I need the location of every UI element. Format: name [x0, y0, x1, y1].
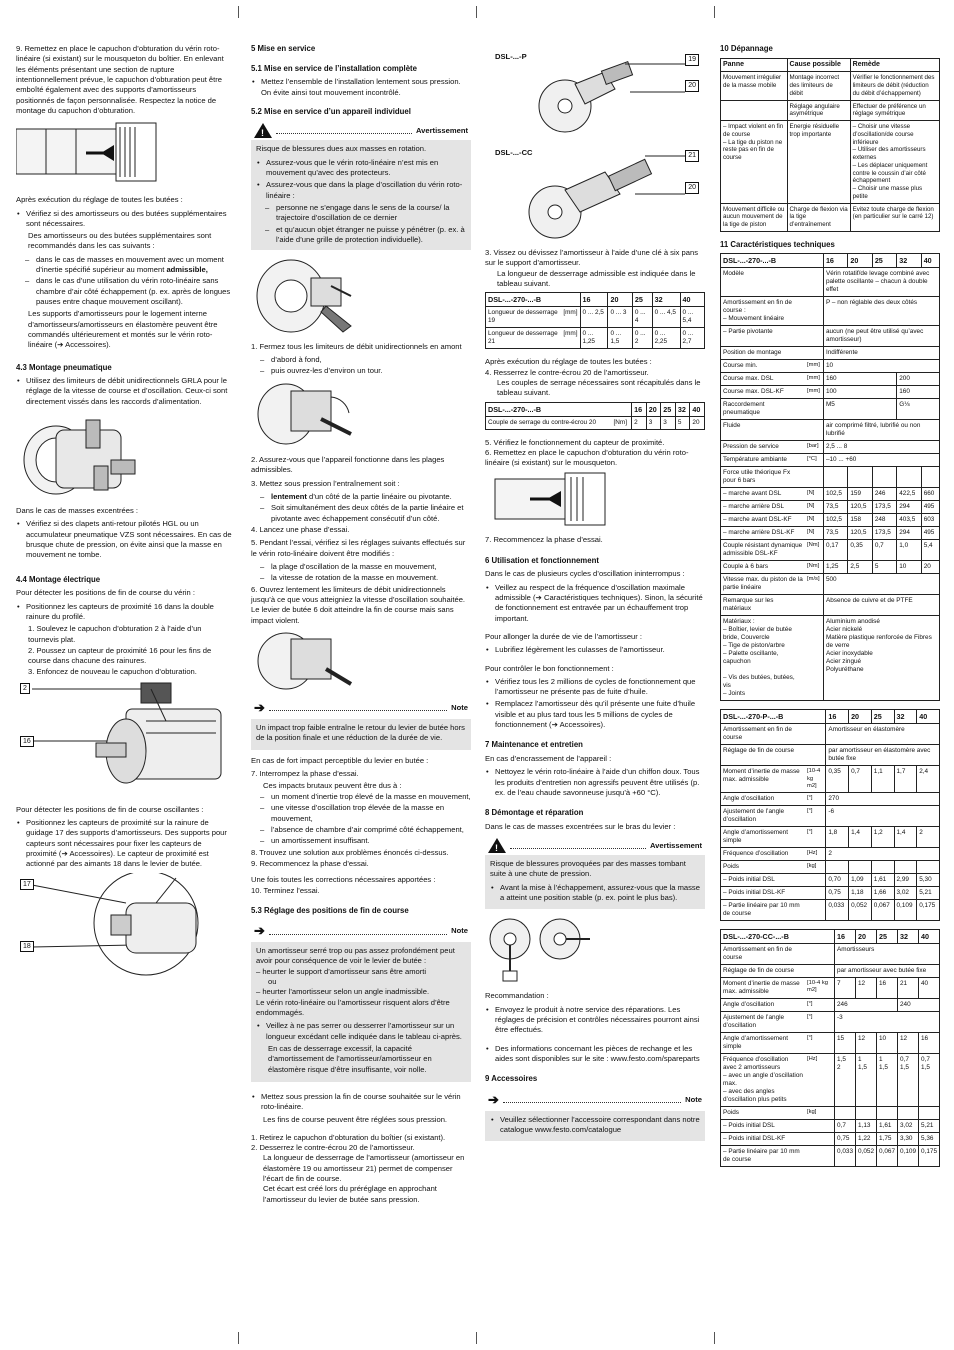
cap-mounting-illustration — [16, 119, 186, 189]
magnet-sensor-illustration — [16, 873, 234, 983]
note2-d2: – heurter l’amortisseur selon un angle inadmissible. — [256, 987, 430, 997]
bullet-6c1: • Vérifiez tous les 2 millions de cycles de fonctionnement que l’amortisseur ne présente pas de fuite d’huile. — [485, 677, 705, 698]
adjust-step-1: 1. Retirez le capuchon d’obturation du boîtier (si existant). — [251, 1132, 446, 1142]
p-6: Dans le cas de plusieurs cycles d’oscillation ininterrompus : — [485, 569, 685, 579]
table-technical-data — [720, 253, 940, 701]
step-1-dash-1: – d’abord à fond, — [251, 355, 471, 365]
figure-dsl-p — [485, 44, 705, 136]
figure-rotating-hazard — [251, 256, 471, 336]
step-4-4-3: 3. Enfoncez de nouveau le capuchon d’obturation. — [28, 667, 197, 677]
step-5-dash-2: – la vitesse de rotation de la masse en mouvement. — [251, 573, 471, 583]
heading-8: 8 Démontage et réparation — [485, 808, 584, 818]
table-row: Matériaux : – Boîtier, levier de butée bride, Couvercle – Tige de piston/arbre – Palette oscillante, capuchon – Vis des butées, butées, vis – Joints Aluminium anodisé Acier nickelé Matière plastique renforcée de Fibres de verre Acier inoxydable Acier zingué Polyuréthane — [721, 616, 940, 701]
step-7-dash-2: – une vitesse d’oscillation trop élevée de la masse en mouvement, — [251, 803, 471, 824]
figure-cap-replace — [485, 471, 705, 529]
callout-2: 2 — [20, 683, 30, 695]
warning-header — [251, 121, 471, 140]
table-row: – marche arrière DSL [N] 73,5 120,5 173,5 294 495 — [721, 501, 940, 514]
warning-dash-1: – personne ne s’engage dans le sens de la course/ la trajectoire d’oscillation de ce dernier — [256, 203, 466, 224]
warning-box-falling — [485, 836, 705, 909]
table-row: Vitesse max. du piston de la partie linéaire [m/s] 500 — [721, 574, 940, 595]
heading-5-1: 5.1 Mise en service de l’installation complète — [251, 63, 417, 73]
p-7: En cas d’encrassement de l’appareil : — [485, 754, 612, 763]
step-4-text-b: Les couples de serrage nécessaires sont récapitulés dans le tableau suivant. — [497, 377, 701, 398]
adjust-step-2c: Cet écart est créé lors du préréglage en approchant l’amortisseur du levier de butée sans pression. — [263, 1184, 437, 1204]
callout-21: 21 — [685, 150, 699, 162]
warning-box-rotating — [251, 121, 471, 250]
table-row: – Poids initial DSL 0,7 1,13 1,61 3,02 5,21 — [721, 1120, 940, 1133]
table-row: Amortissement en fin de course : – Mouvement linéaire P – non réglable des deux côtés — [721, 297, 940, 326]
note2-ou: ou — [268, 977, 277, 987]
table-row: Pression de service [bar] 2,5 ... 8 — [721, 441, 940, 454]
step-7-dash-1: – un moment d’inertie trop élevé de la masse en mouvement, — [251, 792, 471, 802]
step-2: 2. Assurez-vous que l’appareil fonctionne dans les plages admissibles. — [251, 455, 445, 475]
after-dash-1: – dans le cas de masses en mouvement avec un moment d’inertie spécifié supérieur au moment admissible, — [16, 255, 234, 276]
flow-valve-adjust-illustration — [251, 379, 361, 449]
step-6-text: 6. Remettez en place le capuchon d’obturation du vérin roto-linéaire (si existant) sur le mousqueton. — [485, 447, 689, 468]
callout-16: 16 — [20, 736, 34, 748]
osc-bullet: • Positionnez les capteurs de proximité sur la rainure de guidage 17 des supports d’amortisseurs. Des supports pour capteurs sont nécessaires pour fixer les capteurs de proximité (➔ Accessoires). Le capteur de proximité est actionné par des aimants 18 dans le levier de butée. — [16, 818, 234, 870]
heading-9: 9 Accessoires — [485, 1074, 538, 1084]
crop-mark — [476, 1332, 477, 1344]
arrow-right-icon: ➔ — [254, 699, 265, 715]
column-2 — [251, 44, 471, 1208]
table-row: Modèle Vérin rotatif/de levage combiné avec palette oscillante – chacun à double effet — [721, 268, 940, 297]
table-row: Fréquence d’oscillation [Hz] 2 — [721, 848, 940, 861]
rotating-hazard-illustration — [251, 256, 361, 336]
recommendation-bullet: • Envoyez le produit à notre service des réparations. Les réglages de précision et contrôles nécessaires pourront ainsi être effectués. — [485, 1005, 705, 1036]
table-row: Ajustement de l’angle d’oscillation [°] -6 — [721, 806, 940, 827]
callout-17: 17 — [20, 879, 34, 891]
step-5-dash-1: – la plage d’oscillation de la masse en mouvement, — [251, 562, 471, 572]
figure-cap-mounting — [16, 119, 234, 189]
step-1: 1. Fermez tous les limiteurs de débit unidirectionnels en amont — [251, 342, 462, 352]
column-1 — [16, 44, 234, 989]
step-3: 3. Mettez sous pression l’entraînement soit : — [251, 478, 400, 488]
table-row: Longueur de desserrage 21 [mm] 0 ... 1,25 0 ... 1,5 0 ... 2 0 ... 2,25 0 ... 2,7 — [486, 328, 705, 349]
step-5-text: 5. Vérifiez le fonctionnement du capteur de proximité. — [485, 437, 665, 447]
step-7-text: 7. Recommencez la phase d’essai. — [485, 535, 603, 545]
note-header-3 — [485, 1089, 705, 1111]
table-row: – marche arrière DSL-KF [N] 73,5 120,5 173,5 294 495 — [721, 527, 940, 540]
table-row: Angle d’oscillation [°] 270 — [721, 793, 940, 806]
after-bullet: • Vérifiez si des amortisseurs ou des butées supplémentaires sont nécessaires. — [16, 209, 234, 230]
note2-bullet: • Veillez à ne pas serrer ou desserrer l’amortisseur sur un longueur excédant celle indiquée dans le tableau ci-après. — [256, 1021, 466, 1042]
adjust-step-2b: La longueur de desserrage de l’amortisseur (amortisseur en élastomère 19 ou amortisseur 21) permet de compenser l’écart de fin de course. — [263, 1153, 465, 1184]
callout-18: 18 — [20, 941, 34, 953]
table-row: – marche avant DSL-KF [N] 102,5 158 248 403,5 603 — [721, 514, 940, 527]
note-header-2 — [251, 920, 471, 942]
arrow-right-icon: ➔ — [488, 1091, 499, 1107]
after-dash-2: – dans le cas d’une utilisation du vérin roto-linéaire sans chambre d’air côté échappement (p. ex. après de longues pauses entre chaque mouvement oscillant). — [16, 276, 234, 307]
table-row: Course min. [mm] 10 — [721, 360, 940, 373]
callout-19: 19 — [685, 54, 699, 66]
table-row: – Poids initial DSL-KF 0,75 1,18 1,66 3,02 5,21 — [721, 887, 940, 900]
step-3-dash-2: – Soit simultanément des deux côtés de la partie linéaire et pivotante avec échappement consécutif d’un côté. — [251, 503, 471, 524]
note-bullet-accessories: • Veuillez sélectionner l’accessoire correspondant dans notre catalogue www.festo.com/catalogue — [490, 1115, 700, 1136]
heading-6: 6 Utilisation et fonctionnement — [485, 555, 599, 565]
table-row: Réglage de fin de course par amortisseur en élastomère avec butée fixe — [721, 745, 940, 766]
adjust-step-2: 2. Desserrez le contre-écrou 20 de l’amortisseur. — [251, 1143, 415, 1153]
note-label: Note — [451, 702, 468, 712]
hard-impact-intro: En cas de fort impact perceptible du levier en butée : — [251, 756, 429, 766]
table-torque — [485, 402, 705, 430]
table-row: Mouvement irrégulier de la masse mobile Montage incorrect des limiteurs de débit Vérifier le fonctionnement des limiteurs de débit (réduction du débit d’échappement) — [721, 72, 940, 100]
figure-flow-valve-adjust — [251, 379, 471, 449]
note-label-3: Note — [685, 1094, 702, 1104]
note-box-impact — [251, 697, 471, 750]
note-box-damper — [251, 920, 471, 1081]
figure-magnet-sensor — [16, 873, 234, 983]
figure-oscillation-test — [251, 629, 471, 691]
p-4-4: Pour détecter les positions de fin de course du vérin : — [16, 588, 195, 598]
table-technical-data-p — [720, 709, 940, 921]
table-row: Couple à 6 bars [Nm] 1,25 2,5 5 10 20 — [721, 561, 940, 574]
step-9: 9. Remettez en place le capuchon d’obturation du vérin roto-linéaire (si existant) sur le mousqueton du boîtier. En enlevant les éléments présentant une section de rupture intentionnellement prévue, le capuchon d’obturation peut être emboîté également avec des supports d’amortisseurs positionnés de façon personnalisée. Respectez la notice de montage du capuchon d’obturation. — [16, 44, 224, 115]
figure-dsl-cc — [485, 142, 705, 242]
oscillation-test-illustration — [251, 629, 361, 691]
p-8: Dans le cas de masses excentrées sur le bras du levier : — [485, 821, 676, 831]
bullet-7: • Nettoyez le vérin roto-linéaire à l’aide d’un chiffon doux. Tous les produits d’entretien non agressifs peuvent être utilisés (p. ex. de l’eau chaude savonneuse jusqu’à +60 °C). — [485, 767, 705, 798]
warning-text: Risque de blessures dues aux masses en rotation. — [256, 144, 427, 154]
bullet-4-3: • Utilisez des limiteurs de débit unidirectionnels GRLA pour le réglage de la vitesse de course et d’oscillation. Ceux-ci sont directement vissés dans les raccords d’alimentation. — [16, 376, 234, 407]
step-3-text-b: La longueur de desserrage admissible est indiquée dans le tableau suivant. — [497, 268, 696, 288]
sensor-mounting-illustration — [16, 681, 234, 799]
table-header-row: DSL-...-270-CC-...-B 16 20 25 32 40 — [721, 930, 940, 944]
heading-7: 7 Maintenance et entretien — [485, 740, 583, 750]
column-3 — [485, 44, 705, 1147]
figure-sensor-mounting — [16, 681, 234, 799]
table-row: Amortissement en fin de course Amortisseurs — [721, 944, 940, 965]
table-technical-data-cc — [720, 929, 940, 1167]
bullet-5-3: • Mettez sous pression la fin de course souhaitée sur le vérin roto-linéaire. — [251, 1092, 471, 1113]
step-7-dash-4: – un amortissement insuffisant. — [251, 836, 471, 846]
table-row: Fluide air comprimé filtré, lubrifié ou non lubrifié — [721, 420, 940, 441]
table-row: Course max. DSL-KF [mm] 100 160 — [721, 386, 940, 399]
table-header-row: Panne Cause possible Remède — [721, 58, 940, 72]
table-row: – Partie pivotante aucun (ne peut être utilisé qu’avec amortisseur) — [721, 326, 940, 347]
step-7-p: Ces impacts brutaux peuvent être dus à : — [263, 780, 402, 790]
note-text: Un impact trop faible entraîne le retour du levier de butée hors de la position finale et une réduction de la durée de vie. — [256, 722, 465, 742]
step-4-4-1: 1. Soulevez le capuchon d’obturation 2 à l’aide d’un tournevis plat. — [28, 624, 202, 644]
crop-mark — [238, 1332, 239, 1344]
p-6c: Pour contrôler le bon fonctionnement : — [485, 663, 614, 673]
note2-b2: En cas de desserrage excessif, la capacité d’amortissement de l’amortisseur/amortisseur en élastomère risque d’être insuffisante, voir nolle. — [268, 1043, 432, 1074]
step-4: 4. Lancez une phase d’essai. — [251, 525, 350, 535]
table-row: Raccordement pneumatique M5 G⅛ — [721, 399, 940, 420]
warning-bullet-1: • Assurez-vous que le vérin roto-linéaire n’est mis en mouvement qu’avec des protecteurs. — [256, 158, 466, 179]
table-row: Moment d’inertie de masse max. admissible [10-4 kg m2] 7 12 16 21 40 — [721, 978, 940, 999]
note2-p2: Le vérin roto-linéaire ou l’amortisseur risquent alors d’être endommagés. — [256, 997, 450, 1018]
heading-5-3: 5.3 Réglage des positions de fin de course — [251, 905, 409, 915]
table-row: Réglage de fin de course par amortisseur avec butée fixe — [721, 965, 940, 978]
bullet-5-1: • Mettez l’ensemble de l’installation lentement sous pression. On évite ainsi tout mouvement incontrôlé. — [251, 77, 471, 98]
bullet-4-4: • Positionnez les capteurs de proximité 16 dans la double rainure du profilé. — [16, 602, 234, 623]
table-row: Angle d’oscillation [°] 246 240 — [721, 999, 940, 1012]
table-row: Fréquence d’oscillation avec 2 amortisseurs – avec un angle d’oscillation max. – avec des angles d’oscillation plus petits [Hz] 1,5 2 1 1,5 1 1,5 0,7 1,5 0,7 1,5 — [721, 1054, 940, 1107]
column-4 — [720, 44, 940, 1175]
warning-icon: ! — [254, 123, 272, 138]
table-row: Longueur de desserrage 19 [mm] 0 ... 2,5 0 ... 3 0 ... 4 0 ... 4,5 0 ... 5,4 — [486, 307, 705, 328]
heading-11: 11 Caractéristiques techniques — [720, 239, 835, 249]
heading-4-3: 4.3 Montage pneumatique — [16, 362, 112, 372]
cap-replace-illustration — [485, 471, 635, 529]
step-6: 6. Ouvrez lentement les limiteurs de débit unidirectionnels jusqu’à ce que vous atteigniez la vitesse d’oscillation souhaitée. Le levier de butée 6 doit atteindre la fin de course mais sans impact violent. — [251, 584, 466, 625]
step-7: 7. Interrompez la phase d’essai. — [251, 769, 359, 779]
warning-header-3 — [485, 836, 705, 855]
heading-4-4: 4.4 Montage électrique — [16, 574, 101, 584]
crop-mark — [238, 6, 239, 18]
table-header-row: DSL-...-270-...-B 16 20 25 32 40 — [721, 254, 940, 268]
heading-10: 10 Dépannage — [720, 44, 773, 53]
recommendation: Recommandation : — [485, 991, 549, 1001]
warning-icon: ! — [488, 838, 506, 853]
excentric-intro: Dans le cas de masses excentrées : — [16, 506, 138, 516]
step-7-dash-3: – l’absence de chambre d’air comprimé côté échappement, — [251, 825, 471, 835]
step-3-dash-1: – lentement d’un côté de la partie linéaire ou pivotante. — [251, 492, 471, 502]
callout-20: 20 — [685, 80, 699, 92]
step-1-dash-2: – puis ouvrez-les d’environ un tour. — [251, 366, 471, 376]
step-8: 8. Trouvez une solution aux problèmes énoncés ci-dessus. — [251, 847, 449, 857]
heading-5: 5 Mise en service — [251, 44, 316, 53]
table-row: Angle d’amortissement simple [°] 1,8 1,4 1,2 1,4 2 — [721, 827, 940, 848]
bullet-6b: • Lubrifiez légèrement les culasses de l’amortisseur. — [485, 645, 705, 655]
table-row: Réglage angulaire asymétrique Effectuer de préférence un réglage symétrique — [721, 100, 940, 121]
warning-bullet-2: • Assurez-vous que dans la plage d’oscillation du vérin roto-linéaire : — [256, 180, 466, 201]
flow-valve-illustration — [16, 410, 156, 500]
figure-pneumatic — [16, 410, 234, 500]
table-row: Température ambiante [°C] –10 ... +60 — [721, 454, 940, 467]
table-loosen-length — [485, 292, 705, 349]
table-row: Course max. DSL [mm] 160 200 — [721, 373, 940, 386]
figure-stable-position — [485, 915, 705, 985]
crop-mark — [714, 6, 715, 18]
table-row: – Partie linéaire par 10 mm de course 0,033 0,052 0,067 0,109 0,175 — [721, 1146, 940, 1167]
table-header-row: DSL-...-270-P-...-B 16 20 25 32 40 — [721, 710, 940, 724]
table-row: Poids [kg] — [721, 861, 940, 874]
table-row: Couple de serrage du contre-écrou 20 [Nm] 2 3 3 5 20 — [486, 416, 705, 429]
warning-text-3: Risque de blessures provoquées par des masses tombant suite à une chute de pression. — [490, 859, 686, 879]
stable-position-illustration — [485, 915, 595, 985]
warning-label-3: Avertissement — [649, 840, 702, 850]
warning-label: Avertissement — [415, 125, 468, 135]
fig-label-dsl-cc: DSL-...-CC — [495, 148, 533, 157]
table-troubleshooting — [720, 58, 940, 232]
table-row: Amortissement en fin de course Amortisseur en élastomère — [721, 724, 940, 745]
step-4-text: 4. Resserrez le contre-écrou 20 de l’amortisseur. — [485, 367, 649, 377]
table-row: Couple résistant dynamique admissible DSL-KF [Nm] 0,17 0,35 0,7 1,0 5,4 — [721, 540, 940, 561]
osc-intro: Pour détecter les positions de fin de course oscillantes : — [16, 804, 204, 814]
table-row: Mouvement difficile ou aucun mouvement de la tige de piston Charge de flexion via la tige d’entraînement Evitez toute charge de flexion (en particulier sur le carré 12) — [721, 203, 940, 231]
table-row: Position de montage Indifférente — [721, 347, 940, 360]
table-header-row: DSL-...-270-...-B 16 20 25 32 40 — [486, 293, 705, 307]
step-5: 5. Pendant l’essai, vérifiez si les réglages suivants effectués sur le vérin roto-linéaire doivent être modifiés : — [251, 538, 466, 558]
table-row: – marche avant DSL [N] 102,5 159 246 422,5 660 — [721, 488, 940, 501]
warning-dash-2: – et qu’aucun objet étranger ne puisse y pénétrer (p. ex. à l’aide d’une grille de protection individuelle). — [256, 225, 466, 246]
step-10: 10. Terminez l’essai. — [251, 885, 320, 895]
crop-mark — [714, 1332, 715, 1344]
p-6b: Pour allonger la durée de vie de l’amortisseur : — [485, 631, 643, 641]
info-bullet: • Des informations concernant les pièces de rechange et les aides sont disponibles sur le site : www.festo.com/spareparts — [485, 1044, 705, 1065]
note2-p1: Un amortisseur serré trop ou pas assez profondément peut avoir pour conséquence de voir le levier de butée : — [256, 946, 455, 966]
bullet-6c2: • Remplacez l’amortisseur dès qu’il présente une fuite d’huile visible et au plus tard tous les 5 millions de cycles de fonctionnement (➔ Accessoires). — [485, 699, 705, 730]
table-row: Angle d’amortissement simple [°] 15 12 10 12 16 — [721, 1033, 940, 1054]
table-row: – Impact violent en fin de course – La tige du piston ne reste pas en fin de course Energie résiduelle trop importante – Choisir une vitesse d’oscillation/de course inférieure – Utiliser des amortisseurs externes – Les déplacer uniquement contre le coussin d’air côté échappement – Choisir une masse plus petite — [721, 121, 940, 204]
after-p1: Des amortisseurs ou des butées supplémentaires sont recommandés dans les cas suivants : — [28, 231, 212, 251]
bullet-6: • Veillez au respect de la fréquence d’oscillation maximale admissible (➔ Caractéristiques techniques). Sinon, la sécurité de fonctionnement est entravée par un échauffement trop important. — [485, 583, 705, 624]
fig-label-dsl-p: DSL-...-P — [495, 52, 527, 61]
table-row: – Poids initial DSL-KF 0,75 1,22 1,75 3,30 5,36 — [721, 1133, 940, 1146]
step-3-text: 3. Vissez ou dévissez l’amortisseur à l’aide d’une clé à six pans sur le support d’amortisseur. — [485, 248, 699, 268]
after-p2: Les supports d’amortisseurs pour le logement interne d’amortisseurs/amortisseurs en élastomère peuvent être commandés ultérieurement et montés sur le vérin roto-linéaire (➔ Accessoires). — [28, 309, 218, 350]
step-9: 9. Recommencez la phase d’essai. — [251, 858, 369, 868]
table-row: Remarque sur les matériaux Absence de cuivre et de PTFE — [721, 595, 940, 616]
after-intro-3: Après exécution du réglage de toutes les butées : — [485, 357, 652, 367]
all-ok: Une fois toutes les corrections nécessaires apportées : — [251, 875, 436, 885]
table-row: Poids [kg] — [721, 1107, 940, 1120]
table-row: – Poids initial DSL 0,70 1,09 1,61 2,99 5,30 — [721, 874, 940, 887]
after-intro: Après exécution du réglage de toutes les butées : — [16, 195, 183, 205]
bullet-5-3b: Les fins de course peuvent être réglées sous pression. — [263, 1114, 448, 1124]
callout-20-b: 20 — [685, 182, 699, 194]
table-row: Force utile théorique Fx pour 6 bars — [721, 467, 940, 488]
table-row: – Partie linéaire par 10 mm de course 0,033 0,052 0,067 0,109 0,175 — [721, 900, 940, 921]
note-box-accessories — [485, 1089, 705, 1141]
table-row: Moment d’inertie de masse max. admissible [10-4 kg m2] 0,35 0,7 1,1 1,7 2,4 — [721, 766, 940, 793]
step-4-4-2: 2. Poussez un capteur de proximité 16 pour les fins de course dans chacune des rainures. — [28, 645, 212, 666]
table-row: Ajustement de l’angle d’oscillation [°] -3 — [721, 1012, 940, 1033]
excentric-bullet: • Vérifiez si des clapets anti-retour pilotés HGL ou un accumulateur pneumatique VZS sont nécessaires. En cas de brusque chute de pression, on évite ainsi que la masse en mouvement ne tombe. — [16, 519, 234, 560]
heading-5-2: 5.2 Mise en service d’un appareil individuel — [251, 106, 411, 116]
table-header-row: DSL-...-270-...-B 16 20 25 32 40 — [486, 402, 705, 416]
note-label-2: Note — [451, 926, 468, 936]
crop-mark — [476, 6, 477, 18]
warning-bullet-3: • Avant la mise à l’échappement, assurez-vous que la masse a atteint une position stable (p. ex. point le plus bas). — [490, 883, 700, 904]
note-header — [251, 697, 471, 719]
note2-d1: – heurter le support d’amortisseur sans être amorti — [256, 966, 427, 976]
arrow-right-icon: ➔ — [254, 923, 265, 939]
